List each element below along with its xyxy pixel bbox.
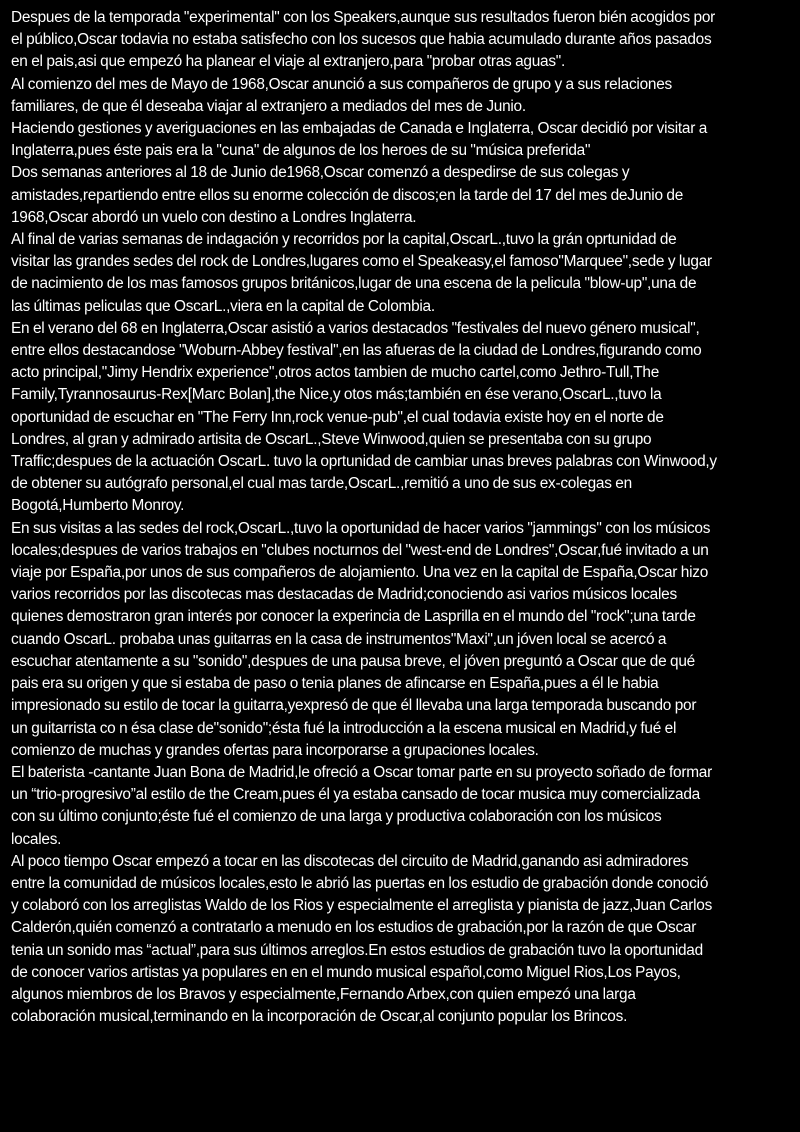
text-line: tenia un sonido mas “actual”,para sus últimos arreglos.En estos estudios de grabación tuvo la oportunidad — [11, 941, 703, 959]
text-line: locales;despues de varios trabajos en "clubes nocturnos del "west-end de Londres",Oscar,fué invitado a un — [11, 541, 709, 559]
text-line: entre la comunidad de músicos locales,esto le abrió las puertas en los estudio de grabación donde conoció — [11, 874, 709, 892]
text-line: de nacimiento de los mas famosos grupos británicos,lugar de una escena de la pelicula "blow-up",una de — [11, 275, 697, 293]
text-line: de obtener su autógrafo personal,el cual mas tarde,OscarL.,remitió a uno de sus ex-colegas en — [11, 475, 632, 493]
text-line: quienes demostraron gran interés por conocer la experincia de Lasprilla en el mundo del "rock";una tarde — [11, 608, 696, 626]
text-line: el público,Oscar todavia no estaba satisfecho con los sucesos que habia acumulado durante años pasados — [11, 31, 712, 49]
text-line: con su último conjunto;éste fué el comienzo de una larga y productiva colaboración con los músicos — [11, 808, 662, 826]
text-line: Dos semanas anteriores al 18 de Junio de1968,Oscar comenzó a despedirse de sus colegas y — [11, 164, 630, 182]
text-line: Londres, al gran y admirado artisita de OscarL.,Steve Winwood,quien se presentaba con su grupo — [11, 430, 652, 448]
text-line: Al comienzo del mes de Mayo de 1968,Oscar anunció a sus compañeros de grupo y a sus relaciones — [11, 75, 672, 93]
text-line: 1968,Oscar abordó un vuelo con destino a Londres Inglaterra. — [11, 208, 417, 226]
text-line: Al poco tiempo Oscar empezó a tocar en las discotecas del circuito de Madrid,ganando asi admiradores — [11, 852, 689, 870]
text-line: varios recorridos por las discotecas mas destacadas de Madrid;conociendo asi varios músicos locales — [11, 586, 677, 604]
text-line: amistades,repartiendo entre ellos su enorme colección de discos;en la tarde del 17 del mes deJunio de — [11, 186, 684, 204]
text-line: de conocer varios artistas ya populares en en el mundo musical español,como Miguel Rios,Los Payos, — [11, 963, 681, 981]
text-line: pais era su origen y que si estaba de paso o tenia planes de afincarse en España,pues a él le habia — [11, 675, 659, 693]
text-line: impresionado su estilo de tocar la guitarra,yexpresó de que él llevaba una larga temporada buscando por — [11, 697, 697, 715]
text-line: entre ellos destacandose "Woburn-Abbey festival",en las afueras de la ciudad de Londres,figurando como — [11, 342, 702, 360]
text-line: El baterista -cantante Juan Bona de Madrid,le ofreció a Oscar tomar parte en su proyecto soñado de formar — [11, 763, 712, 781]
text-line: visitar las grandes sedes del rock de Londres,lugares como el Speakeasy,el famoso"Marquee",sede y lugar — [11, 253, 712, 271]
text-line: En el verano del 68 en Inglaterra,Oscar asistió a varios destacados "festivales del nuevo género musical", — [11, 319, 700, 337]
text-line: escuchar atentamente a su "sonido",despues de una pausa breve, el jóven preguntó a Oscar que de qué — [11, 652, 695, 670]
text-line: las últimas peliculas que OscarL.,viera en la capital de Colombia. — [11, 297, 435, 315]
text-line: comienzo de muchas y grandes ofertas para incorporarse a grupaciones locales. — [11, 741, 539, 759]
text-line: Haciendo gestiones y averiguaciones en las embajadas de Canada e Inglaterra, Oscar decidió por visitar a — [11, 120, 708, 138]
document-body — [11, 7, 793, 1028]
text-line: y colaboró con los arreglistas Waldo de los Rios y especialmente el arreglista y pianista de jazz,Juan Carlos — [11, 897, 713, 915]
text-line: algunos miembros de los Bravos y especialmente,Fernando Arbex,con quien empezó una larga — [11, 985, 636, 1003]
text-line: familiares, de que él deseaba viajar al extranjero a mediados del mes de Junio. — [11, 97, 526, 115]
text-line: un guitarrista co n ésa clase de"sonido";ésta fué la introducción a la escena musical en Madrid,y fué el — [11, 719, 677, 737]
text-line: Bogotá,Humberto Monroy. — [11, 497, 185, 515]
text-line: En sus visitas a las sedes del rock,OscarL.,tuvo la oportunidad de hacer varios "jammings" con los músicos — [11, 519, 711, 537]
text-line: locales. — [11, 830, 62, 848]
text-line: oportunidad de escuchar en "The Ferry Inn,rock venue-pub",el cual todavia existe hoy en el norte de — [11, 408, 664, 426]
text-line: Despues de la temporada "experimental" con los Speakers,aunque sus resultados fueron bién acogidos por — [11, 9, 716, 26]
text-line: acto principal,"Jimy Hendrix experience",otros actos tambien de mucho cartel,como Jethro-Tull,The — [11, 364, 660, 382]
text-line: un “trio-progresivo”al estilo de the Cream,pues él ya estaba cansado de tocar musica muy comercializada — [11, 786, 700, 804]
text-line: Family,Tyrannosaurus-Rex[Marc Bolan],the Nice,y otos más;también en ése verano,OscarL.,tuvo la — [11, 386, 662, 404]
text-line: Inglaterra,pues éste pais era la "cuna" de algunos de los heroes de su "música preferida" — [11, 142, 591, 160]
text-line: Al final de varias semanas de indagación y recorridos por la capital,OscarL.,tuvo la grán oprtunidad de — [11, 231, 677, 249]
text-line: viaje por España,por unos de sus compañeros de alojamiento. Una vez en la capital de España,Oscar hizo — [11, 564, 709, 582]
text-line: en el pais,asi que empezó ha planear el viaje al extranjero,para "probar otras aguas". — [11, 53, 566, 71]
text-line: colaboración musical,terminando en la incorporación de Oscar,al conjunto popular los Brincos. — [11, 1008, 628, 1026]
text-line: Traffic;despues de la actuación OscarL. tuvo la oprtunidad de cambiar unas breves palabras con Winwood,y — [11, 453, 717, 471]
text-line: Calderón,quién comenzó a contratarlo a menudo en los estudios de grabación,por la razón de que Oscar — [11, 919, 697, 937]
text-line: cuando OscarL. probaba unas guitarras en la casa de instrumentos"Maxi",un jóven local se acercó a — [11, 630, 667, 648]
